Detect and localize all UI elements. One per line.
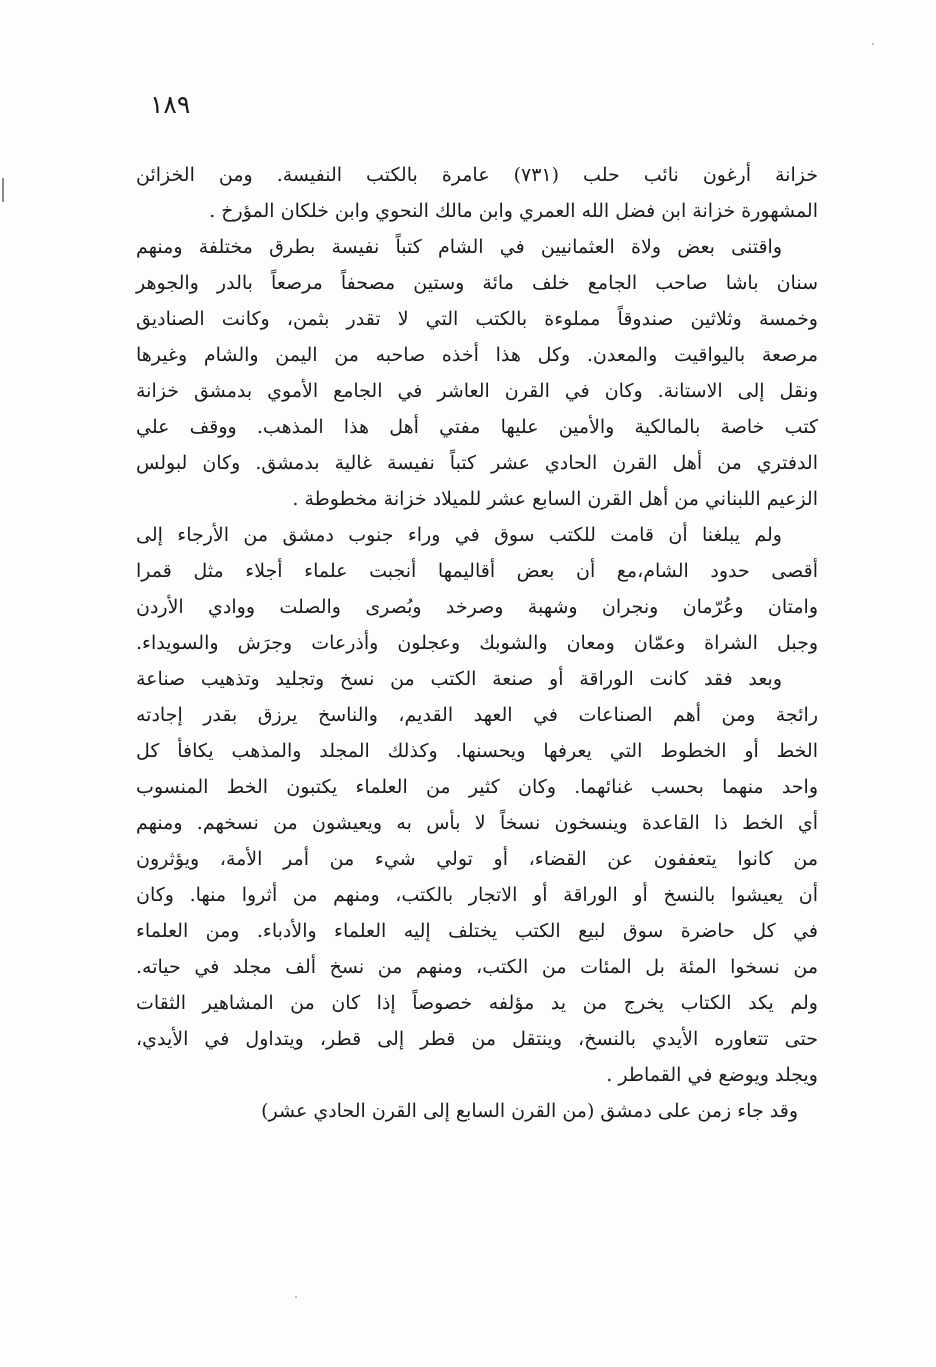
paragraph <box>136 157 818 229</box>
text-line: وبعد فقد كانت الوراقة أو صنعة الكتب من نسخ وتجليد وتذهيب صناعة <box>136 668 782 690</box>
text-line: وخمسة وثلاثين صندوقاً مملوءة بالكتب التي لا تقدر بثمن، وكانت الصناديق <box>136 308 818 330</box>
text-line: في كل حاضرة سوق لبيع الكتب يختلف إليه العلماء والأدباء. ومن العلماء <box>136 920 818 942</box>
text-line: ونقل إلى الاستانة. وكان في القرن العاشر في الجامع الأموي بدمشق خزانة <box>136 380 818 402</box>
text-line: الخط أو الخطوط التي يعرفها ويحسنها. وكذلك المجلد والمذهب يكافأ كل <box>136 740 818 762</box>
text-line: رائجة ومن أهم الصناعات في العهد القديم، والناسخ يرزق بقدر إجادته <box>136 704 818 726</box>
text-line: خزانة أرغون نائب حلب (٧٣١) عامرة بالكتب النفيسة. ومن الخزائن <box>136 164 818 186</box>
text-line: المشهورة خزانة ابن فضل الله العمري وابن مالك النحوي وابن خلكان المؤرخ . <box>209 200 818 222</box>
page-number: ١٨٩ <box>150 90 191 119</box>
paragraph <box>136 229 818 517</box>
text-line: الدفتري من أهل القرن الحادي عشر كتباً نفيسة غالية بدمشق. وكان لبولس <box>136 452 818 474</box>
text-line: أي الخط ذا القاعدة وينسخون نسخاً لا بأس به ويعيشون من نسخهم. ومنهم <box>136 812 818 834</box>
body-text <box>136 157 818 1129</box>
text-line: ويجلد ويوضع في القماطر . <box>606 1064 818 1086</box>
text-line: وقد جاء زمن على دمشق (من القرن السابع إلى القرن الحادي عشر) <box>261 1100 798 1122</box>
text-line: كتب خاصة بالمالكية والأمين عليها مفتي أهل هذا المذهب. ووقف علي <box>136 416 818 438</box>
text-line: ولم يبلغنا أن قامت للكتب سوق في وراء جنوب دمشق من الأرجاء إلى <box>136 524 782 546</box>
text-line: ولم يكد الكتاب يخرج من يد مؤلفه خصوصاً إذا كان من المشاهير الثقات <box>136 992 818 1014</box>
text-line: الزعيم اللبناني من أهل القرن السابع عشر للميلاد خزانة مخطوطة . <box>292 488 818 510</box>
text-line: حتى تتعاوره الأيدي بالنسخ، وينتقل من قطر إلى قطر، ويتداول في الأيدي، <box>136 1028 818 1050</box>
scan-speck <box>295 1296 297 1298</box>
text-line: وامتان وعُرّمان ونجران وشهبة وصرخد وبُصرى والصلت ووادي الأردن <box>136 596 818 618</box>
text-line: من كانوا يتعففون عن القضاء، أو تولي شيء من أمر الأمة، ويؤثرون <box>136 848 818 870</box>
text-line: وجبل الشراة وعمّان ومعان والشوبك وعجلون وأذرعات وجرَش والسويداء. <box>136 632 818 654</box>
scan-speck <box>872 43 874 45</box>
text-line: واحد منهما بحسب غنائهما. وكان كثير من العلماء يكتبون الخط المنسوب <box>136 776 818 798</box>
text-line: مرصعة باليواقيت والمعدن. وكل هذا أخذه صاحبه من اليمن والشام وغيرها <box>136 344 818 366</box>
text-line: واقتنى بعض ولاة العثمانيين في الشام كتباً نفيسة بطرق مختلفة ومنهم <box>136 236 782 258</box>
paragraph <box>136 661 818 1093</box>
paragraph <box>136 1093 818 1129</box>
text-line: من نسخوا المئة بل المئات من الكتب، ومنهم من نسخ ألف مجلد في حياته. <box>136 956 818 978</box>
paragraph <box>136 517 818 661</box>
text-line: سنان باشا صاحب الجامع خلف مائة وستين مصحفاً مرصعاً بالدر والجوهر <box>136 272 818 294</box>
text-line: أن يعيشوا بالنسخ أو الوراقة أو الاتجار بالكتب، ومنهم من أثروا منها. وكان <box>136 884 818 906</box>
text-line: أقصى حدود الشام،مع أن بعض أقاليمها أنجبت علماء أجلاء مثل قمرا <box>136 560 818 582</box>
scan-edge-mark <box>2 178 4 202</box>
